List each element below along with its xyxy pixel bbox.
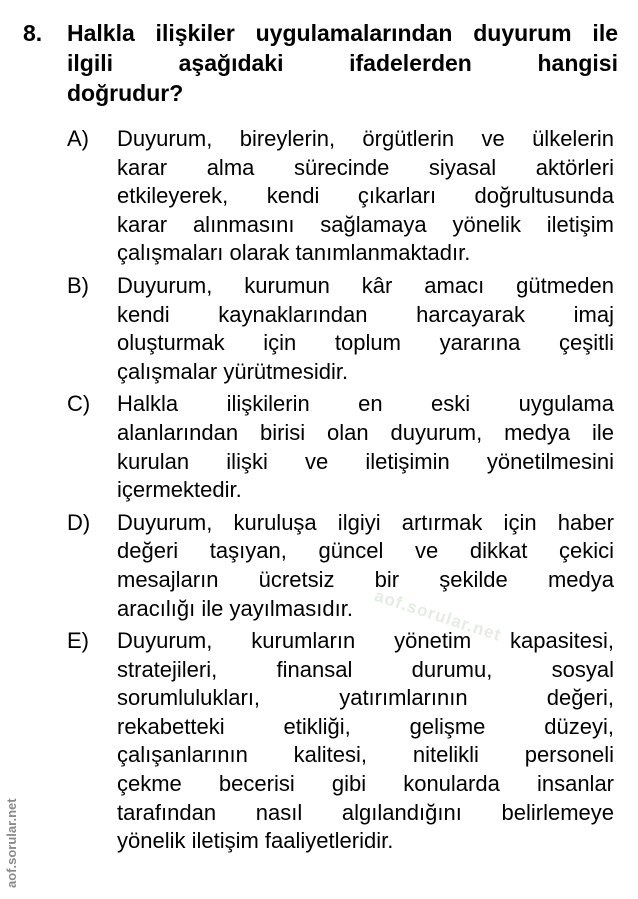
option-line: stratejileri, finansal durumu, sosyal (117, 656, 614, 682)
option-line: alanlarından birisi olan duyurum, medya ile (117, 419, 614, 445)
stem-line: ilgili aşağıdaki ifadelerden hangisi (67, 50, 618, 76)
option-line: oluşturmak için toplum yararına çeşitli (117, 330, 614, 356)
option-line: içermektedir. (117, 477, 242, 503)
option-e[interactable] (20, 627, 618, 856)
option-line: Duyurum, kuruluşa ilgiyi artırmak için haber (117, 509, 614, 535)
option-text (117, 272, 614, 386)
option-text (117, 390, 614, 504)
stem-line: doğrudur? (67, 80, 184, 106)
option-line: çalışmaları olarak tanımlanmaktadır. (117, 240, 471, 266)
option-line: karar alma sürecinde siyasal aktörleri (117, 154, 614, 180)
option-line: mesajların ücretsiz bir şekilde medya (117, 566, 614, 592)
question-number: 8. (23, 20, 43, 46)
option-line: rekabetteki etikliği, gelişme düzeyi, (117, 713, 614, 739)
option-letter: E) (67, 628, 89, 654)
option-line: Duyurum, bireylerin, örgütlerin ve ülkelerin (117, 126, 614, 151)
option-line: tarafından nasıl algılandığını belirlemeye (117, 799, 614, 825)
option-line: karar alınmasını sağlamaya yönelik iletişim (117, 211, 614, 237)
option-text (117, 627, 614, 856)
option-line: çalışanlarının kalitesi, nitelikli personeli (117, 742, 614, 768)
option-line: Halkla ilişkilerin en eski uygulama (117, 391, 614, 417)
option-letter: D) (67, 509, 91, 535)
option-line: kurulan ilişki ve iletişimin yönetilmesini (117, 448, 614, 474)
option-c[interactable] (20, 390, 618, 504)
question-8 (20, 18, 618, 860)
option-line: çekme becerisi gibi konularda insanlar (117, 771, 614, 797)
option-letter: C) (67, 391, 91, 417)
option-b[interactable] (20, 272, 618, 386)
option-line: değeri taşıyan, güncel ve dikkat çekici (117, 538, 614, 564)
watermark-center: aof.sorular.net (372, 586, 504, 645)
option-d[interactable] (20, 509, 618, 623)
option-line: çalışmalar yürütmesidir. (117, 358, 349, 384)
option-line: yönelik iletişim faaliyetleridir. (117, 828, 394, 854)
option-line: Duyurum, kurumun kâr amacı gütmeden (117, 272, 614, 298)
option-letter: B) (67, 272, 89, 298)
option-line: sorumlulukları, yatırımlarının değeri, (117, 685, 614, 711)
option-line: aracılığı ile yayılmasıdır. (117, 595, 353, 621)
watermark-side: aof.sorular.net (4, 798, 19, 888)
option-a[interactable] (20, 125, 618, 268)
stem-line: Halkla ilişkiler uygulamalarından duyurum ile (67, 20, 618, 46)
option-text (117, 125, 614, 268)
question-header (20, 18, 618, 108)
option-text (117, 509, 614, 623)
option-letter: A) (67, 126, 89, 151)
option-line: Duyurum, kurumların yönetim kapasitesi, (117, 628, 614, 654)
answer-options (20, 125, 618, 856)
option-line: kendi kaynaklarından harcayarak imaj (117, 301, 614, 327)
question-stem (67, 18, 618, 108)
option-line: etkileyerek, kendi çıkarları doğrultusunda (117, 183, 614, 209)
